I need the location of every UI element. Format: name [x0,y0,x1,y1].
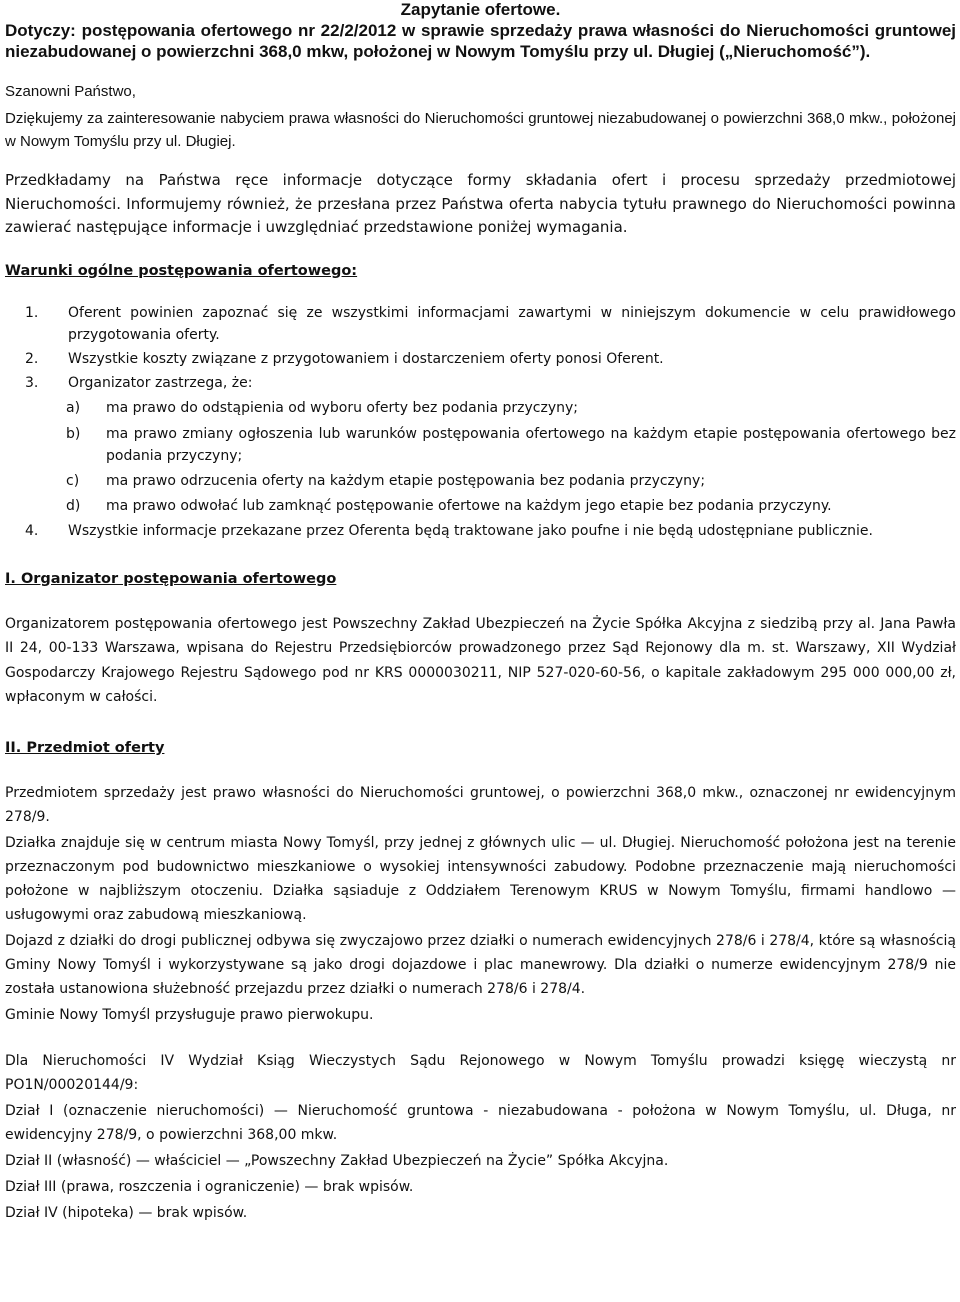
document-title: Zapytanie ofertowe. [400,0,561,19]
section-organizer-heading: I. Organizator postępowania ofertowego [5,570,337,587]
section-subject-heading: II. Przedmiot oferty [5,739,165,756]
sub-list-letter: d) [66,498,81,515]
subject-line: Dotyczy: postępowania ofertowego nr 22/2/2012 w sprawie sprzedaży prawa własności do Nieruchomości gruntowej niezabudowanej o powierzchni 368,0 mkw, położonej w Nowym Tomyślu przy ul. Długiej („Nieruchomość”). [5,21,956,61]
intro-paragraph: Przedkładamy na Państwa ręce informacje dotyczące formy składania ofert i procesu sprzedaży przedmiotowej Nieruchomości. Informujemy również, że przesłana przez Państwa oferta nabycia tytułu prawnego do Nieruchomości powinna zawierać następujące informacje i uwzględniać przedstawione poniżej wymagania. [5,171,956,236]
list-item-text: Wszystkie koszty związane z przygotowaniem i dostarczeniem oferty ponosi Oferent. [68,350,664,367]
registry-section-3: Dział III (prawa, roszczenia i ograniczenie) — brak wpisów. [5,1178,414,1195]
sub-list-text: ma prawo zmiany ogłoszenia lub warunków postępowania ofertowego na każdym etapie postępowania ofertowego bez podania przyczyny; [106,425,956,464]
reservations-list [66,397,956,517]
list-item-number: 3. [25,375,39,392]
list-item [5,348,956,370]
list-item-text: Organizator zastrzega, że: [68,375,253,392]
list-item-number: 1. [25,304,39,321]
sub-list-text: ma prawo odwołać lub zamknąć postępowanie ofertowe na każdym jego etapie bez podania przyczyny. [106,498,832,515]
registry-section-4: Dział IV (hipoteka) — brak wpisów. [5,1204,248,1221]
sub-list-letter: c) [66,472,80,489]
thanks-paragraph: Dziękujemy za zainteresowanie nabyciem prawa własności do Nieruchomości gruntowej niezabudowanej o powierzchni 368,0 mkw., położonej w Nowym Tomyślu przy ul. Długiej. [5,110,956,150]
list-item-number: 2. [25,350,39,367]
list-item-number: 4. [25,523,39,540]
subject-paragraph-2: Działka znajduje się w centrum miasta Nowy Tomyśl, przy jednej z głównych ulic — ul. Długiej. Nieruchomość położona jest na terenie przeznaczonym pod budownictwo mieszkaniowe o wysokiej intensywności zabudowy. Podobne przeznaczenie mają nieruchomości położone w najbliższym otoczeniu. Działka sąsiaduje z Oddziałem Terenowym KRUS w Nowym Tomyślu, firmami handlowo — usługowymi oraz zabudową mieszkaniową. [5,834,956,923]
subject-paragraph-4: Gminie Nowy Tomyśl przysługuje prawo pierwokupu. [5,1006,374,1023]
organizer-paragraph: Organizatorem postępowania ofertowego jest Powszechny Zakład Ubezpieczeń na Życie Spółka Akcyjna z siedzibą przy al. Jana Pawła II 24, 00-133 Warszawa, wpisana do Rejestru Przedsiębiorców prowadzonego przez Sąd Rejonowy dla m. st. Warszawy, XII Wydział Gospodarczy Krajowego Rejestru Sądowego pod nr KRS 0000030211, NIP 527-020-60-56, o kapitale zakładowym 295 000 000,00 zł, wpłaconym w całości. [5,615,956,706]
subject-paragraph-1: Przedmiotem sprzedaży jest prawo własności do Nieruchomości gruntowej, o powierzchni 368,0 mkw., oznaczonej nr ewidencyjnym 278/9. [5,784,956,825]
conditions-list [5,302,956,543]
conditions-heading: Warunki ogólne postępowania ofertowego: [5,262,358,279]
sub-list-letter: a) [66,400,81,417]
sub-list-letter: b) [66,425,81,442]
greeting: Szanowni Państwo, [5,83,136,100]
list-item [5,520,956,542]
subject-paragraph-3: Dojazd z działki do drogi publicznej odbywa się zwyczajowo przez działki o numerach ewidencyjnych 278/6 i 278/4, które są własnością Gminy Nowy Tomyśl i wykorzystywane są jako drogi dojazdowe i plac manewrowy. Dla działki o numerze ewidencyjnym 278/9 nie została ustanowiona służebność przejazdu przez działki o numerach 278/6 i 278/4. [5,932,956,997]
land-registry-paragraph: Dla Nieruchomości IV Wydział Ksiąg Wieczystych Sądu Rejonowego w Nowym Tomyślu prowadzi księgę wieczystą nr PO1N/00020144/9: [5,1052,956,1093]
sub-list-item [66,423,956,467]
list-item [5,302,956,346]
sub-list-text: ma prawo odrzucenia oferty na każdym etapie postępowania bez podania przyczyny; [106,472,706,489]
registry-section-2: Dział II (własność) — właściciel — „Powszechny Zakład Ubezpieczeń na Życie” Spółka Akcyjna. [5,1152,669,1169]
list-item-text: Oferent powinien zapoznać się ze wszystkimi informacjami zawartymi w niniejszym dokumencie w celu prawidłowego przygotowania oferty. [68,304,956,343]
sub-list-item [66,495,956,517]
sub-list-text: ma prawo do odstąpienia od wyboru oferty bez podania przyczyny; [106,400,579,417]
list-item [5,372,956,517]
sub-list-item [66,397,956,419]
registry-section-1: Dział I (oznaczenie nieruchomości) — Nieruchomość gruntowa - niezabudowana - położona w Nowym Tomyślu, ul. Długa, nr ewidencyjny 278/9, o powierzchni 368,00 mkw. [5,1102,956,1143]
document-page [5,0,956,1225]
sub-list-item [66,470,956,492]
list-item-text: Wszystkie informacje przekazane przez Oferenta będą traktowane jako poufne i nie będą udostępniane publicznie. [68,523,873,540]
